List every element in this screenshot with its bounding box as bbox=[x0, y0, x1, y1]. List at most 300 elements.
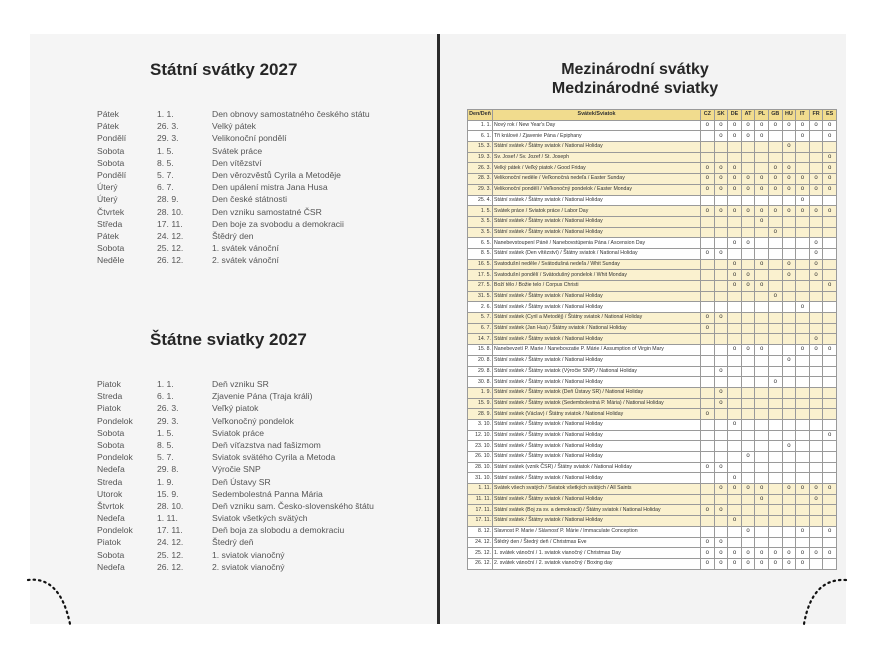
country-flag-cell: o bbox=[782, 174, 796, 185]
country-flag-cell bbox=[823, 494, 837, 505]
country-flag-cell bbox=[714, 323, 728, 334]
holiday-name-cell: Státní svátek (vznik ČSR) / Štátny sviatok / National Holiday bbox=[493, 462, 701, 473]
country-flag-cell bbox=[809, 537, 823, 548]
holiday-name: Veľký piatok bbox=[212, 403, 259, 414]
country-flag-cell: o bbox=[796, 120, 810, 131]
country-flag-cell: o bbox=[768, 548, 782, 559]
table-row bbox=[468, 526, 837, 537]
country-flag-cell: o bbox=[755, 345, 769, 356]
country-flag-cell bbox=[728, 526, 742, 537]
holiday-name-cell: Státní svátek / Štátny sviatok / National Holiday bbox=[493, 377, 701, 388]
holiday-date-cell: 26. 3. bbox=[468, 163, 493, 174]
country-flag-cell bbox=[741, 313, 755, 324]
holiday-name: Den české státnosti bbox=[212, 194, 287, 205]
country-flag-cell bbox=[728, 142, 742, 153]
country-flag-cell bbox=[701, 355, 715, 366]
country-flag-cell bbox=[768, 131, 782, 142]
country-flag-cell bbox=[755, 142, 769, 153]
holiday-weekday: Úterý bbox=[97, 182, 118, 193]
country-flag-cell bbox=[782, 195, 796, 206]
table-row bbox=[468, 163, 837, 174]
holiday-date-cell: 1. 5. bbox=[468, 206, 493, 217]
country-flag-cell: o bbox=[809, 270, 823, 281]
holiday-name-cell: Státní svátek / Štátny sviatok / National Holiday bbox=[493, 419, 701, 430]
dotted-arc-decoration-left bbox=[26, 574, 74, 626]
country-flag-cell bbox=[782, 537, 796, 548]
table-row bbox=[468, 216, 837, 227]
country-flag-cell bbox=[728, 291, 742, 302]
country-flag-cell bbox=[701, 441, 715, 452]
country-flag-cell bbox=[728, 313, 742, 324]
country-flag-cell bbox=[782, 152, 796, 163]
country-flag-cell: o bbox=[796, 174, 810, 185]
country-flag-cell bbox=[701, 281, 715, 292]
country-flag-cell bbox=[714, 345, 728, 356]
table-row bbox=[468, 142, 837, 153]
country-flag-cell bbox=[796, 142, 810, 153]
country-flag-cell bbox=[809, 216, 823, 227]
country-flag-cell: o bbox=[714, 558, 728, 569]
country-flag-cell bbox=[714, 473, 728, 484]
country-flag-cell: o bbox=[701, 206, 715, 217]
country-flag-cell: o bbox=[728, 419, 742, 430]
country-flag-cell: o bbox=[768, 120, 782, 131]
holiday-name-cell: Státní svátek / Štátny sviatok / National Holiday bbox=[493, 291, 701, 302]
country-flag-cell bbox=[728, 152, 742, 163]
holiday-date-cell: 31. 10. bbox=[468, 473, 493, 484]
holiday-name: Veľkonočný pondelok bbox=[212, 415, 294, 426]
holiday-name-cell: Státní svátek / Štátny sviatok / National Holiday bbox=[493, 473, 701, 484]
country-flag-cell bbox=[728, 355, 742, 366]
country-flag-cell bbox=[741, 355, 755, 366]
country-flag-cell bbox=[768, 409, 782, 420]
table-header-cell: Den/Deň bbox=[468, 110, 493, 121]
country-flag-cell bbox=[796, 452, 810, 463]
country-flag-cell bbox=[823, 377, 837, 388]
country-flag-cell bbox=[796, 537, 810, 548]
country-flag-cell bbox=[714, 270, 728, 281]
holiday-date-cell: 11. 11. bbox=[468, 494, 493, 505]
country-flag-cell: o bbox=[701, 248, 715, 259]
country-flag-cell bbox=[755, 419, 769, 430]
holiday-weekday: Piatok bbox=[97, 537, 121, 548]
table-row bbox=[468, 259, 837, 270]
country-flag-cell: o bbox=[714, 163, 728, 174]
country-flag-cell bbox=[768, 313, 782, 324]
holiday-date: 5. 7. bbox=[157, 452, 174, 463]
holiday-date-cell: 3. 5. bbox=[468, 227, 493, 238]
holiday-date: 1. 1. bbox=[157, 379, 174, 389]
country-flag-cell bbox=[782, 430, 796, 441]
table-row bbox=[468, 334, 837, 345]
country-flag-cell bbox=[741, 430, 755, 441]
country-flag-cell bbox=[728, 387, 742, 398]
country-flag-cell bbox=[796, 313, 810, 324]
country-flag-cell: o bbox=[809, 206, 823, 217]
country-flag-cell bbox=[741, 516, 755, 527]
country-flag-cell bbox=[741, 462, 755, 473]
country-flag-cell: o bbox=[755, 120, 769, 131]
country-flag-cell bbox=[809, 355, 823, 366]
country-flag-cell bbox=[728, 505, 742, 516]
country-flag-cell bbox=[768, 473, 782, 484]
country-flag-cell: o bbox=[823, 163, 837, 174]
holiday-weekday: Sobota bbox=[97, 145, 125, 156]
holiday-name-cell: Nový rok / New Year's Day bbox=[493, 120, 701, 131]
country-flag-cell bbox=[823, 516, 837, 527]
country-flag-cell: o bbox=[782, 558, 796, 569]
country-flag-cell bbox=[741, 142, 755, 153]
international-holidays-table bbox=[467, 109, 837, 570]
country-flag-cell bbox=[782, 291, 796, 302]
country-flag-cell bbox=[714, 281, 728, 292]
country-flag-cell bbox=[701, 216, 715, 227]
holiday-weekday: Úterý bbox=[97, 194, 118, 205]
holiday-name-cell: Svatodušní neděle / Svätodušná nedeľa / Whit Sunday bbox=[493, 259, 701, 270]
country-flag-cell bbox=[728, 398, 742, 409]
holiday-name-cell: Nanebevstoupení Páně / Nanebovstúpenia Pána / Ascension Day bbox=[493, 238, 701, 249]
country-flag-cell: o bbox=[823, 430, 837, 441]
country-flag-cell bbox=[823, 441, 837, 452]
country-flag-cell bbox=[809, 516, 823, 527]
country-flag-cell bbox=[796, 216, 810, 227]
country-flag-cell: o bbox=[728, 259, 742, 270]
country-flag-cell: o bbox=[701, 120, 715, 131]
country-flag-cell bbox=[728, 334, 742, 345]
country-flag-cell bbox=[796, 334, 810, 345]
holiday-name: Sviatok práce bbox=[212, 427, 265, 438]
holiday-name: 1. svátek vánoční bbox=[212, 243, 279, 254]
country-flag-cell: o bbox=[809, 484, 823, 495]
country-flag-cell bbox=[809, 473, 823, 484]
country-flag-cell bbox=[768, 259, 782, 270]
holiday-name: Štedrý deň bbox=[212, 537, 254, 548]
country-flag-cell bbox=[741, 366, 755, 377]
country-flag-cell bbox=[741, 163, 755, 174]
country-flag-cell bbox=[755, 334, 769, 345]
country-flag-cell bbox=[768, 238, 782, 249]
holiday-weekday: Sobota bbox=[97, 439, 125, 450]
country-flag-cell bbox=[823, 387, 837, 398]
country-flag-cell bbox=[823, 142, 837, 153]
country-flag-cell bbox=[755, 195, 769, 206]
country-flag-cell: o bbox=[741, 120, 755, 131]
country-flag-cell bbox=[741, 323, 755, 334]
holiday-name-cell: Státní svátek (Den vítězství) / Štátny sviatok / National Holiday bbox=[493, 248, 701, 259]
country-flag-cell: o bbox=[714, 184, 728, 195]
country-flag-cell bbox=[701, 238, 715, 249]
holiday-date: 26. 12. bbox=[157, 561, 184, 572]
country-flag-cell bbox=[823, 302, 837, 313]
country-flag-cell: o bbox=[755, 216, 769, 227]
holiday-name-cell: Velikonoční pondělí / Veľkonočný pondelok / Easter Monday bbox=[493, 184, 701, 195]
country-flag-cell bbox=[768, 430, 782, 441]
country-flag-cell bbox=[768, 441, 782, 452]
holiday-date: 24. 12. bbox=[157, 537, 184, 548]
country-flag-cell bbox=[755, 409, 769, 420]
country-flag-cell bbox=[755, 366, 769, 377]
table-header-cell: AT bbox=[741, 110, 755, 121]
country-flag-cell: o bbox=[728, 131, 742, 142]
holiday-date-cell: 6. 5. bbox=[468, 238, 493, 249]
title-czech-holidays: Státní svátky 2027 bbox=[150, 60, 298, 79]
country-flag-cell bbox=[796, 419, 810, 430]
holiday-date-cell: 5. 7. bbox=[468, 313, 493, 324]
holiday-date-cell: 15. 3. bbox=[468, 142, 493, 153]
country-flag-cell bbox=[782, 227, 796, 238]
country-flag-cell bbox=[809, 163, 823, 174]
table-row bbox=[468, 441, 837, 452]
holiday-weekday: Piatok bbox=[97, 403, 121, 414]
country-flag-cell bbox=[768, 302, 782, 313]
country-flag-cell bbox=[796, 441, 810, 452]
holiday-name-cell: Tři králové / Zjavenie Pána / Epiphany bbox=[493, 131, 701, 142]
title-international-holidays bbox=[530, 60, 740, 98]
country-flag-cell: o bbox=[701, 323, 715, 334]
holiday-weekday: Sobota bbox=[97, 243, 125, 254]
country-flag-cell: o bbox=[741, 558, 755, 569]
country-flag-cell bbox=[701, 494, 715, 505]
holiday-name-cell: Štědrý den / Štedrý deň / Christmas Eve bbox=[493, 537, 701, 548]
country-flag-cell bbox=[755, 238, 769, 249]
holiday-date: 26. 3. bbox=[157, 403, 179, 414]
country-flag-cell: o bbox=[755, 259, 769, 270]
table-row bbox=[468, 484, 837, 495]
country-flag-cell: o bbox=[823, 526, 837, 537]
country-flag-cell: o bbox=[701, 548, 715, 559]
country-flag-cell: o bbox=[755, 281, 769, 292]
country-flag-cell bbox=[823, 227, 837, 238]
country-flag-cell bbox=[741, 334, 755, 345]
country-flag-cell: o bbox=[701, 163, 715, 174]
country-flag-cell bbox=[755, 152, 769, 163]
country-flag-cell bbox=[796, 409, 810, 420]
country-flag-cell bbox=[782, 409, 796, 420]
holiday-name-cell: Státní svátek / Štátny sviatok / National Holiday bbox=[493, 302, 701, 313]
dotted-arc-decoration-right bbox=[800, 574, 848, 626]
country-flag-cell bbox=[809, 281, 823, 292]
country-flag-cell: o bbox=[768, 163, 782, 174]
holiday-name: Velikonoční pondělí bbox=[212, 133, 287, 144]
country-flag-cell bbox=[782, 313, 796, 324]
country-flag-cell bbox=[782, 398, 796, 409]
country-flag-cell bbox=[823, 238, 837, 249]
country-flag-cell bbox=[823, 505, 837, 516]
holiday-date: 15. 9. bbox=[157, 488, 179, 499]
country-flag-cell bbox=[823, 537, 837, 548]
country-flag-cell: o bbox=[809, 548, 823, 559]
country-flag-cell bbox=[796, 281, 810, 292]
country-flag-cell bbox=[823, 452, 837, 463]
holiday-date: 29. 3. bbox=[157, 415, 179, 426]
country-flag-cell bbox=[755, 270, 769, 281]
table-row bbox=[468, 505, 837, 516]
country-flag-cell: o bbox=[796, 526, 810, 537]
table-row bbox=[468, 345, 837, 356]
holiday-date-cell: 1. 9. bbox=[468, 387, 493, 398]
holiday-weekday: Streda bbox=[97, 391, 123, 402]
country-flag-cell bbox=[782, 345, 796, 356]
country-flag-cell bbox=[741, 302, 755, 313]
country-flag-cell: o bbox=[714, 387, 728, 398]
country-flag-cell bbox=[796, 398, 810, 409]
holiday-name-cell: Velký pátek / Veľký piatok / Good Friday bbox=[493, 163, 701, 174]
country-flag-cell bbox=[701, 516, 715, 527]
country-flag-cell: o bbox=[728, 473, 742, 484]
country-flag-cell: o bbox=[809, 120, 823, 131]
country-flag-cell: o bbox=[741, 452, 755, 463]
country-flag-cell: o bbox=[809, 494, 823, 505]
country-flag-cell bbox=[741, 419, 755, 430]
country-flag-cell bbox=[701, 195, 715, 206]
holiday-weekday: Pátek bbox=[97, 121, 119, 132]
holiday-name-cell: Státní svátek / Štátny sviatok / National Holiday bbox=[493, 430, 701, 441]
holiday-date-cell: 3. 10. bbox=[468, 419, 493, 430]
country-flag-cell bbox=[701, 227, 715, 238]
country-flag-cell bbox=[782, 473, 796, 484]
country-flag-cell bbox=[796, 291, 810, 302]
country-flag-cell bbox=[741, 291, 755, 302]
table-header-row bbox=[468, 110, 837, 121]
holiday-date-cell: 8. 12. bbox=[468, 526, 493, 537]
country-flag-cell bbox=[728, 195, 742, 206]
holiday-date-cell: 3. 5. bbox=[468, 216, 493, 227]
country-flag-cell bbox=[796, 227, 810, 238]
holiday-name-cell: Státní svátek / Štátny sviatok / National Holiday bbox=[493, 334, 701, 345]
country-flag-cell: o bbox=[823, 484, 837, 495]
country-flag-cell: o bbox=[714, 131, 728, 142]
country-flag-cell bbox=[796, 152, 810, 163]
country-flag-cell bbox=[782, 452, 796, 463]
country-flag-cell: o bbox=[782, 163, 796, 174]
table-row bbox=[468, 473, 837, 484]
country-flag-cell bbox=[755, 248, 769, 259]
holiday-name: Svátek práce bbox=[212, 145, 263, 156]
holiday-date-cell: 23. 10. bbox=[468, 441, 493, 452]
country-flag-cell bbox=[701, 302, 715, 313]
country-flag-cell: o bbox=[823, 131, 837, 142]
country-flag-cell: o bbox=[809, 184, 823, 195]
country-flag-cell bbox=[809, 430, 823, 441]
country-flag-cell bbox=[714, 441, 728, 452]
country-flag-cell bbox=[796, 238, 810, 249]
table-row bbox=[468, 281, 837, 292]
holiday-weekday: Pondelok bbox=[97, 415, 133, 426]
holiday-date-cell: 27. 5. bbox=[468, 281, 493, 292]
book-spine bbox=[437, 34, 440, 624]
holiday-date-cell: 15. 9. bbox=[468, 398, 493, 409]
country-flag-cell: o bbox=[823, 152, 837, 163]
country-flag-cell: o bbox=[796, 345, 810, 356]
holiday-date-cell: 25. 4. bbox=[468, 195, 493, 206]
holiday-name-cell: 2. svátek vánoční / 2. sviatok vianočný / Boxing day bbox=[493, 558, 701, 569]
holiday-name-cell: Státní svátek (Boj za sv. a demokracii) / Štátny sviatok / National Holiday bbox=[493, 505, 701, 516]
country-flag-cell: o bbox=[796, 195, 810, 206]
holiday-weekday: Čtvrtek bbox=[97, 206, 125, 217]
holiday-name-cell: Svátek práce / Sviatok práce / Labor Day bbox=[493, 206, 701, 217]
holiday-name: 2. sviatok vianočný bbox=[212, 561, 285, 572]
country-flag-cell: o bbox=[714, 120, 728, 131]
holiday-name: Štědrý den bbox=[212, 230, 254, 241]
holiday-weekday: Sobota bbox=[97, 427, 125, 438]
country-flag-cell: o bbox=[741, 345, 755, 356]
country-flag-cell bbox=[728, 377, 742, 388]
country-flag-cell bbox=[809, 152, 823, 163]
table-row bbox=[468, 313, 837, 324]
country-flag-cell: o bbox=[728, 120, 742, 131]
holiday-name-cell: Svatodušní pondělí / Svätodušný pondelok / Whit Monday bbox=[493, 270, 701, 281]
country-flag-cell bbox=[701, 387, 715, 398]
table-header-cell: SK bbox=[714, 110, 728, 121]
country-flag-cell bbox=[741, 537, 755, 548]
country-flag-cell: o bbox=[823, 206, 837, 217]
holiday-name: Deň vzniku sam. Česko-slovenského štátu bbox=[212, 500, 374, 511]
holiday-weekday: Utorok bbox=[97, 488, 123, 499]
table-header-cell: DE bbox=[728, 110, 742, 121]
table-row bbox=[468, 516, 837, 527]
holiday-name: Výročie SNP bbox=[212, 464, 261, 475]
country-flag-cell bbox=[741, 473, 755, 484]
country-flag-cell: o bbox=[701, 558, 715, 569]
holiday-name-cell: Státní svátek / Štátny sviatok / National Holiday bbox=[493, 227, 701, 238]
country-flag-cell bbox=[714, 302, 728, 313]
country-flag-cell bbox=[809, 419, 823, 430]
holiday-date-cell: 29. 3. bbox=[468, 184, 493, 195]
country-flag-cell bbox=[701, 526, 715, 537]
country-flag-cell bbox=[755, 355, 769, 366]
country-flag-cell bbox=[741, 441, 755, 452]
country-flag-cell bbox=[768, 398, 782, 409]
country-flag-cell bbox=[768, 355, 782, 366]
table-header-cell: ES bbox=[823, 110, 837, 121]
table-row bbox=[468, 462, 837, 473]
country-flag-cell bbox=[728, 537, 742, 548]
country-flag-cell bbox=[768, 494, 782, 505]
country-flag-cell bbox=[768, 248, 782, 259]
country-flag-cell bbox=[768, 419, 782, 430]
country-flag-cell bbox=[768, 323, 782, 334]
country-flag-cell bbox=[728, 302, 742, 313]
country-flag-cell bbox=[728, 366, 742, 377]
country-flag-cell: o bbox=[809, 174, 823, 185]
holiday-name: Den vítězství bbox=[212, 157, 262, 168]
country-flag-cell bbox=[714, 227, 728, 238]
holiday-date: 1. 5. bbox=[157, 427, 174, 438]
country-flag-cell: o bbox=[701, 462, 715, 473]
country-flag-cell bbox=[755, 473, 769, 484]
holiday-name-cell: Státní svátek / Štátny sviatok (Výročie SNP) / National Holiday bbox=[493, 366, 701, 377]
country-flag-cell bbox=[768, 270, 782, 281]
country-flag-cell bbox=[809, 452, 823, 463]
country-flag-cell bbox=[809, 441, 823, 452]
country-flag-cell: o bbox=[809, 334, 823, 345]
country-flag-cell: o bbox=[823, 548, 837, 559]
country-flag-cell bbox=[768, 334, 782, 345]
holiday-date-cell: 29. 8. bbox=[468, 366, 493, 377]
holiday-date: 5. 7. bbox=[157, 169, 174, 180]
holiday-name-cell: Státní svátek / Štátny sviatok / National Holiday bbox=[493, 494, 701, 505]
country-flag-cell: o bbox=[714, 174, 728, 185]
country-flag-cell bbox=[741, 505, 755, 516]
country-flag-cell bbox=[809, 398, 823, 409]
country-flag-cell: o bbox=[728, 281, 742, 292]
country-flag-cell bbox=[714, 152, 728, 163]
country-flag-cell: o bbox=[823, 184, 837, 195]
holiday-date-cell: 31. 5. bbox=[468, 291, 493, 302]
country-flag-cell bbox=[755, 377, 769, 388]
country-flag-cell bbox=[782, 302, 796, 313]
country-flag-cell: o bbox=[714, 548, 728, 559]
